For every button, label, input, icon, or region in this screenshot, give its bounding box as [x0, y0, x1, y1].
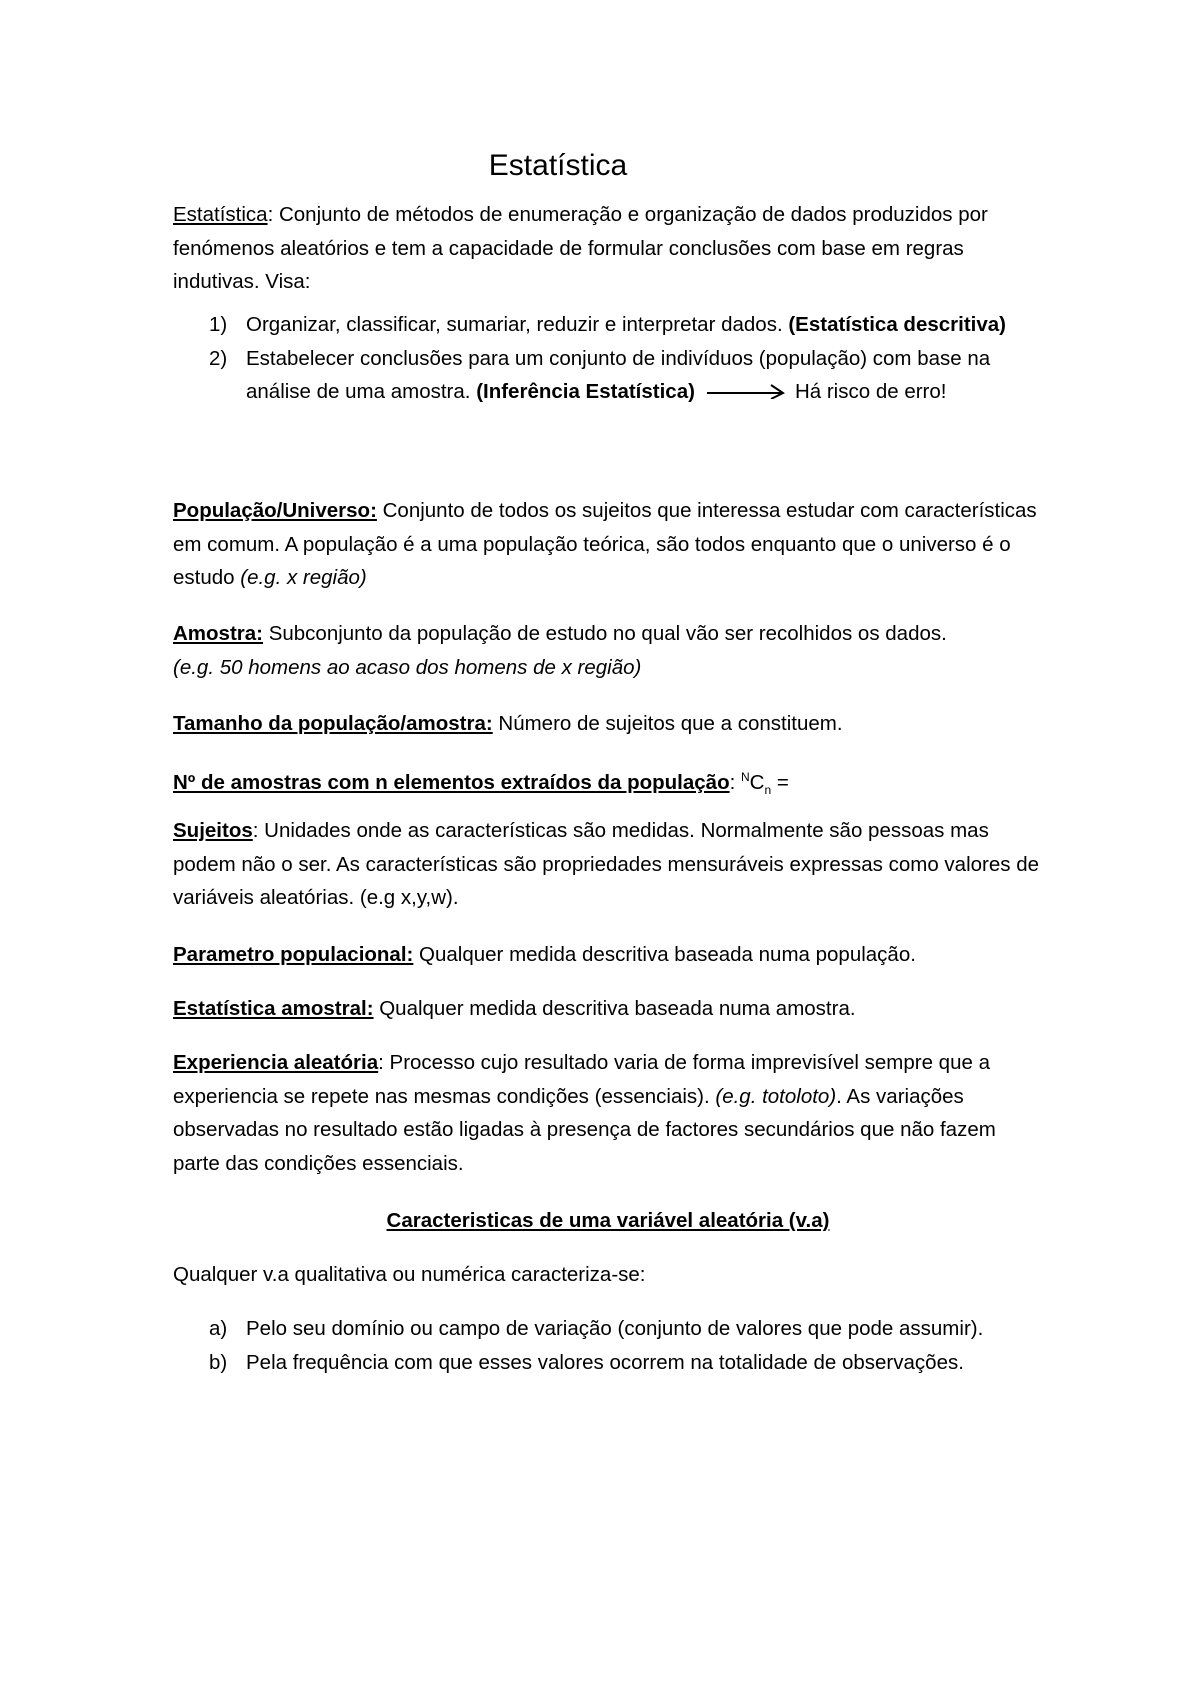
aims-list	[173, 308, 1043, 409]
definition-amostra: Amostra: Subconjunto da população de estudo no qual vão ser recolhidos os dados. (e.g. 50 homens ao acaso dos homens de x região)	[173, 622, 947, 679]
list-item: a) Pelo seu domínio ou campo de variação (conjunto de valores que pode assumir).	[209, 1317, 984, 1340]
right-arrow-icon	[705, 376, 787, 410]
definition-text: Conjunto de métodos de enumeração e organização de dados produzidos por fenómenos aleatórios e tem a capacidade de formular conclusões com base em regras indutivas. Visa:	[173, 203, 988, 293]
definition-n-amostras: Nº de amostras com n elementos extraídos da população: $^NC_n$ =	[173, 770, 789, 797]
definition-tamanho: Tamanho da população/amostra: Número de sujeitos que a constituem.	[173, 712, 843, 735]
characteristics-list	[173, 1312, 1043, 1379]
section-heading: Caracteristicas de uma variável aleatória (v.a)	[386, 1209, 830, 1232]
term: Estatística	[173, 203, 268, 226]
definition-experiencia: Experiencia aleatória: Processo cujo resultado varia de forma imprevisível sempre que a experiencia se repete nas mesmas condições (essenciais). (e.g. totoloto). As variações observadas no resultado estão ligadas à presença de factores secundários que não fazem parte das condições essenciais.	[173, 1051, 996, 1175]
list-item: b) Pela frequência com que esses valores ocorrem na totalidade de observações.	[209, 1350, 964, 1374]
definition-parametro: Parametro populacional: Qualquer medida descritiva baseada numa população.	[173, 943, 916, 966]
definition-populacao: População/Universo: Conjunto de todos os sujeitos que interessa estudar com características em comum. A população é a uma população teórica, são todos enquanto que o universo é o estudo (e.g. x região)	[173, 499, 1037, 589]
list-item: 1) Organizar, classificar, sumariar, reduzir e interpretar dados. (Estatística descritiva)	[209, 313, 1006, 336]
section-intro: Qualquer v.a qualitativa ou numérica caracteriza-se:	[173, 1263, 646, 1286]
definition-estatistica-amostral: Estatística amostral: Qualquer medida descritiva baseada numa amostra.	[173, 997, 856, 1020]
list-item: 2) Estabelecer conclusões para um conjunto de indivíduos (população) com base na análise de uma amostra. (Inferência Estatística) Há risco de erro!	[173, 342, 1043, 410]
page-title: Estatística	[488, 149, 628, 182]
definition-estatistica: Estatística: Conjunto de métodos de enumeração e organização de dados produzidos por fenómenos aleatórios e tem a capacidade de formular conclusões com base em regras indutivas. Visa:	[173, 203, 988, 293]
definition-sujeitos: Sujeitos: Unidades onde as características são medidas. Normalmente são pessoas mas podem não o ser. As características são propriedades mensuráveis expressas como valores de variáveis aleatórias. (e.g x,y,w).	[173, 819, 1039, 909]
